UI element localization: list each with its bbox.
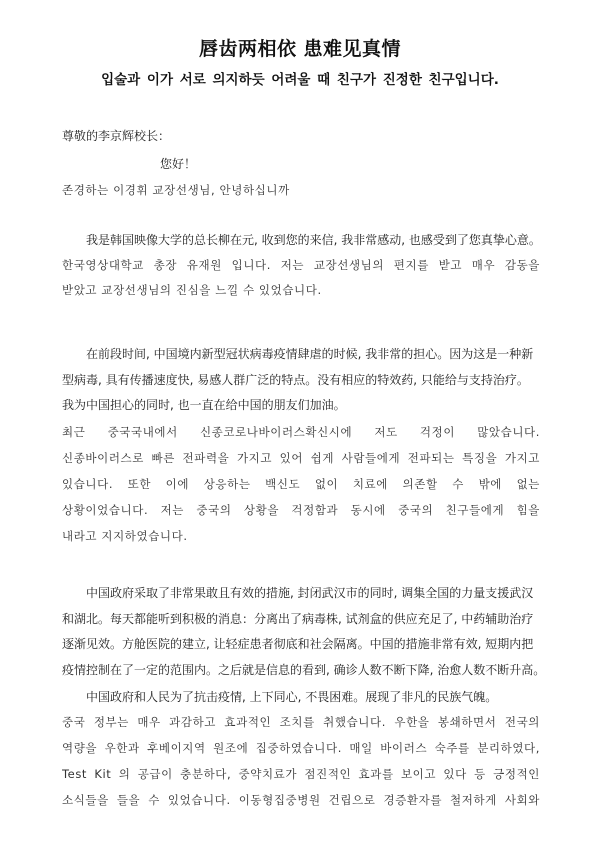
paragraph-3-line-3: 逐渐见效。方舱医院的建立, 让轻症患者彻底和社会隔离。中国的措施非常有效, 短期内把 <box>62 637 534 651</box>
paragraph-1-line-2: 한국영상대학교 총장 유재원 입니다. 저는 교장선생님의 편지를 받고 매우 감동을 <box>62 258 540 272</box>
document-title: 唇齿两相依 患难见真情 <box>198 38 402 60</box>
paragraph-3-line-5: 中国政府和人民为了抗击疫情, 上下同心, 不畏困难。展现了非凡的民族气魄。 <box>86 690 498 704</box>
paragraph-2-line-3: 我为中国担心的同时, 也一直在给中国的朋友们加油。 <box>62 398 346 412</box>
paragraph-3-line-2: 和湖北。每天都能听到积极的消息：分离出了病毒株, 试剂盒的供应充足了, 中药辅助治疗 <box>62 612 534 626</box>
paragraph-2-line-8: 내라고 지지하였습니다. <box>62 529 188 543</box>
paragraph-3-line-8: Test Kit 의 공급이 충분하다, 중약치료가 점진적인 효과를 보이고 있다 등 긍정적인 <box>62 767 540 781</box>
paragraph-1-line-1: 我是韩国映像大学的总长柳在元, 收到您的来信, 我非常感动, 也感受到了您真挚心意。 <box>86 233 541 247</box>
salutation-chinese: 尊敬的李京辉校长： <box>62 129 171 143</box>
paragraph-3-line-1: 中国政府采取了非常果敢且有效的措施, 封闭武汉市的同时, 调集全国的力量支援武汉 <box>86 586 534 600</box>
paragraph-2-line-1: 在前段时间, 中国境内新型冠状病毒疫情肆虐的时候, 我非常的担心。因为这是一种新 <box>86 347 534 361</box>
salutation-korean: 존경하는 이경휘 교장선생님, 안녕하십니까 <box>62 183 290 197</box>
paragraph-3-line-7: 역량을 우한과 후베이지역 원조에 집중하였습니다. 매일 바이러스 숙주를 분리하였다, <box>62 741 540 755</box>
paragraph-2-line-2: 型病毒, 具有传播速度快, 易感人群广泛的特点。没有相应的特效药, 只能给与支持治疗。 <box>62 373 529 387</box>
paragraph-2-line-4: 최근 중국국내에서 신종코로나바이러스확신시에 저도 걱정이 많았습니다. <box>62 425 540 439</box>
paragraph-3-line-4: 疫情控制在了一定的范围内。之后就是信息的看到, 确诊人数不断下降, 治愈人数不断升高。 <box>62 663 546 677</box>
paragraph-2-line-5: 신종바이러스로 빠른 전파력을 가지고 있어 쉽게 사람들에게 전파되는 특징을 가지고 <box>62 451 540 465</box>
greeting-chinese: 您好！ <box>160 157 197 171</box>
document-subtitle: 입술과 이가 서로 의지하듯 어려울 때 친구가 진정한 친구입니다. <box>101 72 499 88</box>
paragraph-2-line-7: 상황이었습니다. 저는 중국의 상황을 걱정함과 동시에 중국의 친구들에게 힘을 <box>62 503 540 517</box>
paragraph-3-line-9: 소식들을 들을 수 있었습니다. 이동형집중병원 건립으로 경증환자를 철저하게 사회와 <box>62 793 540 807</box>
paragraph-2-line-6: 있습니다. 또한 이에 상응하는 백신도 없이 치료에 의존할 수 밖에 없는 <box>62 477 540 491</box>
paragraph-3-line-6: 중국 정부는 매우 과감하고 효과적인 조치를 취했습니다. 우한을 봉쇄하면서 전국의 <box>62 715 540 729</box>
paragraph-1-line-3: 받았고 교장선생님의 진심을 느낄 수 있었습니다. <box>62 283 322 297</box>
